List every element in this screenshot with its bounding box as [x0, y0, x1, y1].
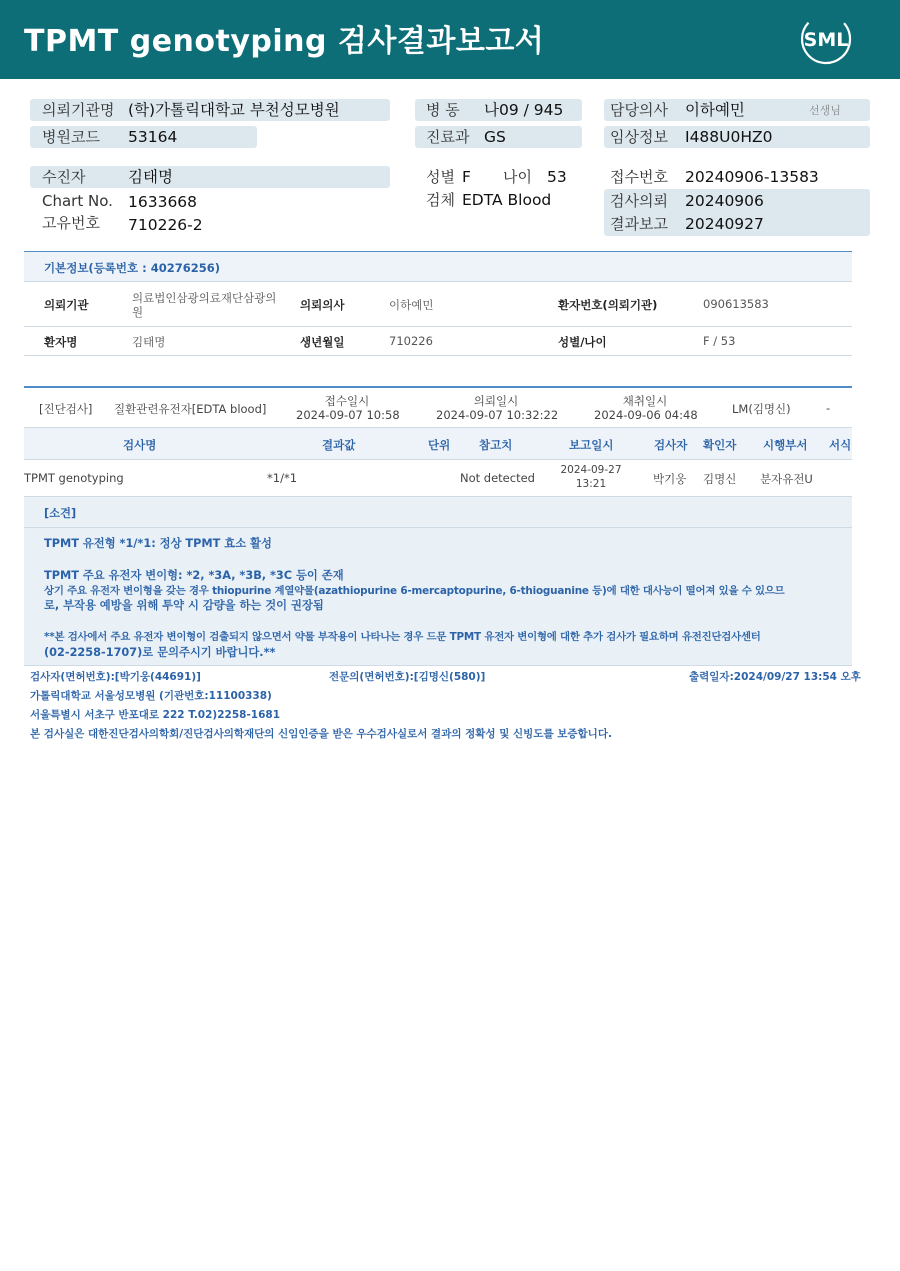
findings-line-1: TPMT 유전형 *1/*1: 정상 TPMT 효소 활성: [44, 537, 272, 550]
col-unit: 단위: [428, 438, 451, 452]
footer-printed: 출력일자:2024/09/27 13:54 오후: [689, 671, 861, 683]
org-key: 의뢰기관: [44, 298, 89, 312]
footer-hospital: 가톨릭대학교 서울성모병원 (기관번호:11100338): [30, 690, 272, 702]
findings-title: [소견]: [44, 507, 77, 520]
col-verifier: 확인자: [703, 438, 737, 452]
dept-value: GS: [484, 128, 506, 146]
receipt-label: 접수번호: [610, 168, 668, 186]
request-dt-label: 의뢰일시: [473, 394, 519, 408]
findings-line-6: (02-2258-1707)로 문의주시기 바랍니다.**: [44, 646, 276, 659]
sex-age-key: 성별/나이: [558, 335, 607, 349]
req-doctor-key: 의뢰의사: [300, 298, 345, 312]
basic-info-title: 기본정보(등록번호 : 40276256): [44, 261, 221, 275]
findings-line-2: TPMT 주요 유전자 변이형: *2, *3A, *3B, *3C 등이 존재: [44, 569, 344, 582]
col-reference: 참고치: [479, 438, 513, 452]
findings-line-4: 로, 부작용 예방을 위해 투약 시 감량을 하는 것이 권장됨: [44, 599, 324, 612]
doctor-suffix: 선생님: [809, 104, 841, 117]
lm-name: LM(김명신): [732, 402, 791, 416]
uid-label: 고유번호: [42, 214, 100, 232]
receipt-value: 20240906-13583: [685, 168, 819, 186]
footer-address: 서울특별시 서초구 반포대로 222 T.02)2258-1681: [30, 709, 281, 721]
row-dept: 분자유전U: [760, 472, 813, 486]
report-date-value: 20240927: [685, 215, 764, 233]
req-date-label: 검사의뢰: [610, 192, 668, 210]
receipt-dt: 2024-09-07 10:58: [296, 408, 400, 422]
col-dept: 시행부서: [763, 438, 808, 452]
chart-value: 1633668: [128, 193, 198, 211]
patient-id-val: 090613583: [703, 297, 769, 311]
test-group-name: 질환관련유전자[EDTA blood]: [114, 402, 267, 416]
row-test-name: TPMT genotyping: [24, 471, 124, 485]
doctor-label: 담당의사: [610, 101, 668, 119]
footer-specialist: 전문의(면허번호):[김명신(580)]: [329, 671, 486, 683]
clinical-label: 임상정보: [610, 128, 668, 146]
summary-top-rule: [24, 386, 852, 388]
org-val-line2: 원: [132, 305, 144, 319]
col-form: 서식: [829, 438, 852, 452]
req-org-label: 의뢰기관명: [42, 101, 115, 119]
dept-label: 진료과: [426, 128, 470, 146]
chart-label: Chart No.: [42, 192, 113, 210]
sex-label: 성별: [426, 168, 455, 186]
report-date-label: 결과보고: [610, 215, 668, 233]
row-report-time: 13:21: [575, 478, 607, 490]
col-tester: 검사자: [654, 438, 688, 452]
summary-dash: -: [826, 401, 831, 415]
row-reference: Not detected: [460, 471, 535, 485]
collect-dt-label: 채취일시: [622, 394, 668, 408]
col-result: 결과값: [322, 438, 356, 452]
specimen-label: 검체: [426, 191, 455, 209]
findings-line-5: **본 검사에서 주요 유전자 변이형이 검출되지 않으면서 약물 부작용이 나타나는 경우 드문 TPMT 유전자 변이형에 대한 추가 검사가 필요하며 유전진단검사센터: [44, 631, 761, 643]
patient-id-key: 환자번호(의뢰기관): [558, 298, 658, 312]
patient-value: 김태명: [128, 168, 173, 186]
req-org-value: (학)가톨릭대학교 부천성모병원: [128, 101, 340, 119]
row-report-date: 2024-09-27: [560, 464, 622, 476]
report-header: [0, 0, 900, 79]
patient-name-key: 환자명: [44, 335, 78, 349]
birth-key: 생년월일: [300, 335, 345, 349]
specimen-value: EDTA Blood: [462, 191, 552, 209]
receipt-dt-label: 접수일시: [324, 394, 370, 408]
col-report-date: 보고일시: [569, 438, 614, 452]
footer-certification: 본 검사실은 대한진단검사의학회/진단검사의학재단의 신임인증을 받은 우수검사실로서 결과의 정확성 및 신빙도를 보증합니다.: [30, 728, 612, 740]
age-value: 53: [547, 168, 567, 186]
findings-bottom-rule: [24, 665, 852, 666]
row-tester: 박기웅: [653, 472, 687, 486]
clinical-value: I488U0HZ0: [685, 128, 773, 146]
findings-title-rule: [24, 527, 852, 528]
col-test-name: 검사명: [123, 438, 157, 452]
patient-label: 수진자: [42, 168, 86, 186]
req-doctor-val: 이하예민: [389, 298, 434, 312]
results-header-rule: [24, 459, 852, 460]
basic-info-rule-1: [24, 281, 852, 282]
basic-info-rule-2: [24, 326, 852, 327]
test-category: [진단검사]: [39, 402, 93, 416]
sex-age-val: F / 53: [703, 334, 736, 348]
footer-tester: 검사자(면허번호):[박기웅(44691)]: [30, 671, 201, 683]
ward-label: 병 동: [426, 101, 460, 119]
uid-value: 710226-2: [128, 216, 203, 234]
patient-name-val: 김태명: [132, 335, 166, 349]
basic-info-rule-3: [24, 355, 852, 356]
findings-line-3: 상기 주요 유전자 변이형을 갖는 경우 thiopurine 계열약물(azathiopurine 6-mercaptopurine, 6-thioguanine 등)에 대한 대사능이 떨어져 있을 수 있으므: [44, 585, 785, 597]
hosp-code-label: 병원코드: [42, 128, 100, 146]
age-label: 나이: [503, 168, 532, 186]
report-title: TPMT genotyping 검사결과보고서: [24, 24, 545, 59]
birth-val: 710226: [389, 334, 433, 348]
hosp-code-value: 53164: [128, 128, 178, 146]
collect-dt: 2024-09-06 04:48: [594, 408, 698, 422]
org-val-line1: 의료법인삼광의료재단삼광의: [132, 291, 277, 305]
doctor-value: 이하예민: [685, 101, 745, 119]
request-dt: 2024-09-07 10:32:22: [436, 408, 559, 422]
row-verifier: 김명신: [703, 472, 737, 486]
logo-text: SML: [803, 29, 849, 51]
req-date-value: 20240906: [685, 192, 764, 210]
sml-logo-icon: [796, 10, 856, 68]
sex-value: F: [462, 168, 471, 186]
ward-value: 나09 / 945: [484, 101, 564, 119]
row-result: *1/*1: [267, 471, 298, 485]
